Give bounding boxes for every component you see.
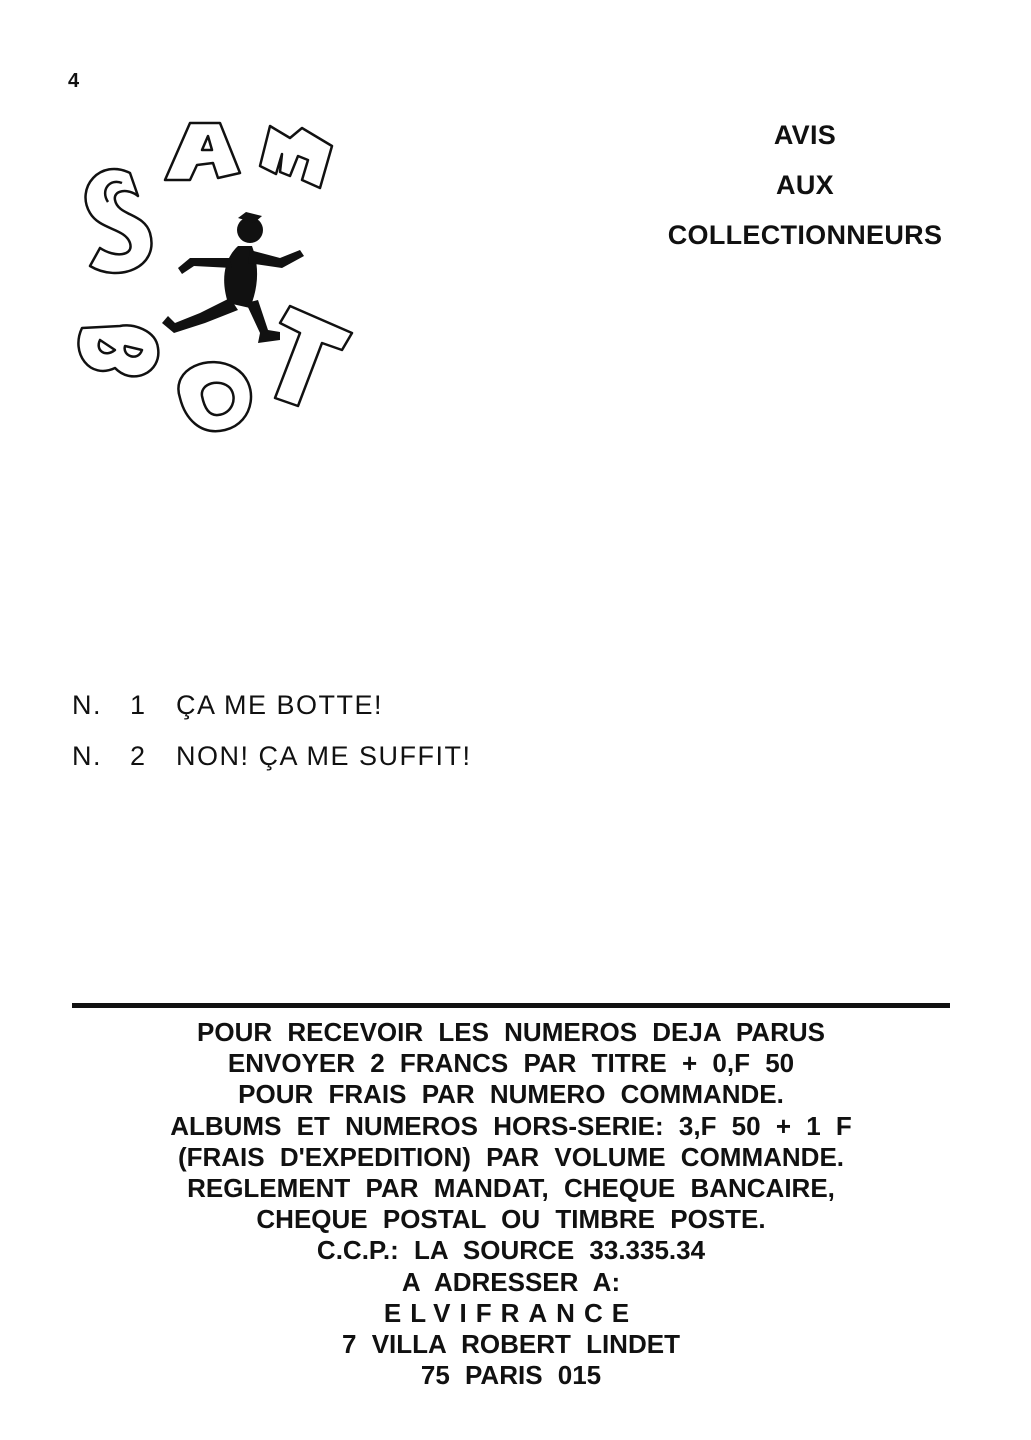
notice-title <box>640 110 970 260</box>
order-line: 75 PARIS 015 <box>420 1360 602 1391</box>
order-line: (FRAIS D'EXPEDITION) PAR VOLUME COMMANDE. <box>177 1141 845 1172</box>
issue-prefix: N. <box>72 741 102 771</box>
order-line: A ADRESSER A: <box>401 1266 621 1297</box>
issue-number: 1 <box>130 690 147 720</box>
logo-letter-a <box>165 123 240 180</box>
issue-list <box>72 680 472 782</box>
notice-line: COLLECTIONNEURS <box>667 220 943 250</box>
issue-item <box>72 680 472 731</box>
order-line: C.C.P.: LA SOURCE 33.335.34 <box>316 1235 706 1266</box>
notice-line: AUX <box>776 170 834 200</box>
page-number: 4 <box>68 70 80 92</box>
publisher-name: ELVIFRANCE <box>383 1297 639 1328</box>
issue-item <box>72 731 472 782</box>
divider <box>72 1003 950 1008</box>
logo-letter-m <box>260 126 332 188</box>
order-line: CHEQUE POSTAL OU TIMBRE POSTE. <box>256 1204 766 1235</box>
sambot-logo <box>70 118 400 448</box>
logo-letter-o <box>178 362 251 431</box>
order-line: ALBUMS ET NUMEROS HORS-SERIE: 3,F 50 + 1 F <box>170 1110 852 1141</box>
logo-letter-b <box>78 325 158 376</box>
logo-letter-s <box>86 169 152 273</box>
notice-line: AVIS <box>773 120 837 150</box>
issue-title: NON! ÇA ME SUFFIT! <box>176 741 472 771</box>
order-line: POUR FRAIS PAR NUMERO COMMANDE. <box>238 1079 784 1110</box>
logo-letter-t <box>275 306 352 406</box>
issue-prefix: N. <box>72 690 102 720</box>
order-line: REGLEMENT PAR MANDAT, CHEQUE BANCAIRE, <box>187 1173 835 1204</box>
order-line: 7 VILLA ROBERT LINDET <box>342 1329 680 1360</box>
order-instructions <box>72 1017 950 1391</box>
issue-title: ÇA ME BOTTE! <box>176 690 384 720</box>
order-line: ENVOYER 2 FRANCS PAR TITRE + 0,F 50 <box>227 1048 795 1079</box>
order-line: POUR RECEVOIR LES NUMEROS DEJA PARUS <box>197 1017 825 1047</box>
issue-number: 2 <box>130 741 147 771</box>
